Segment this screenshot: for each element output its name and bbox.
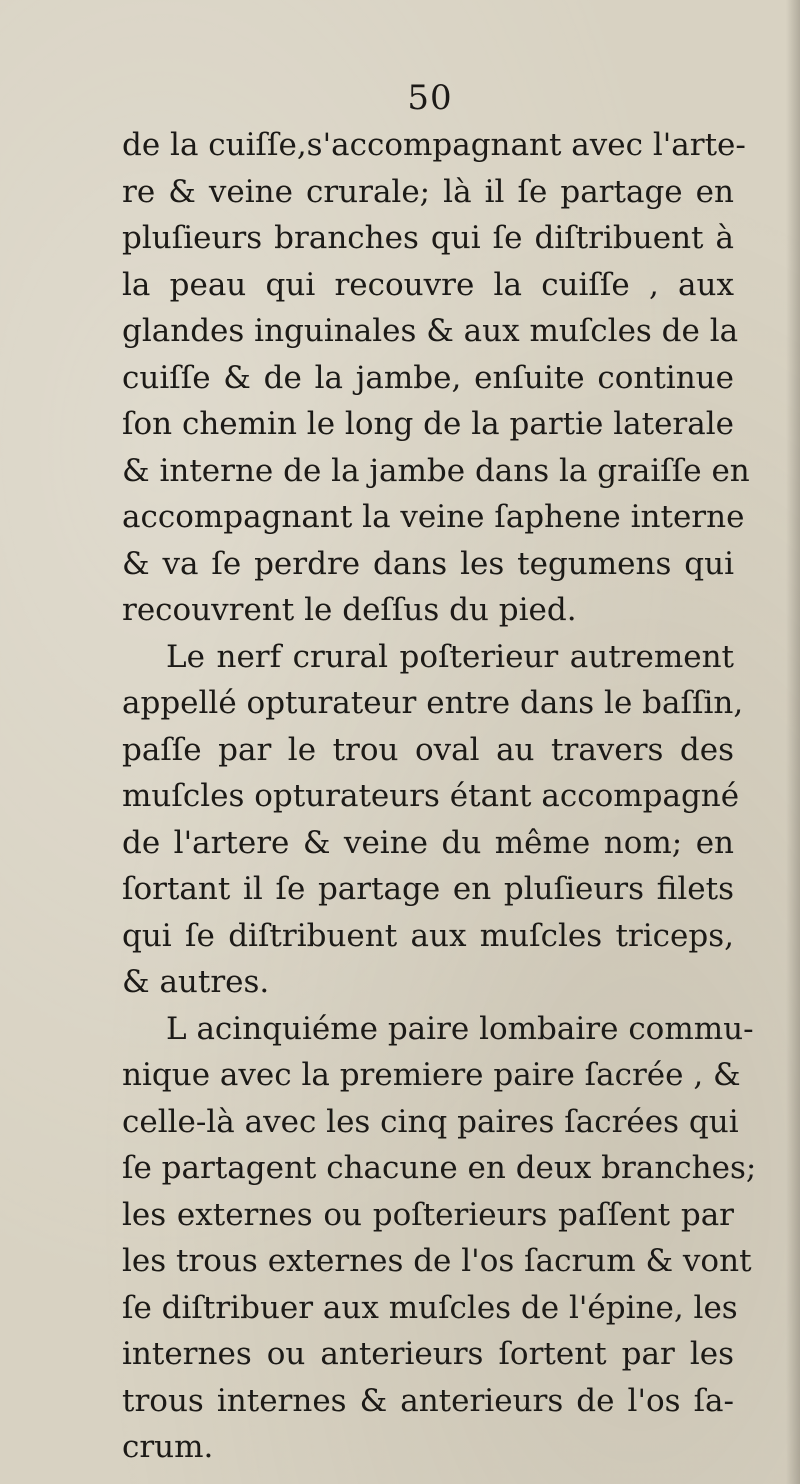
text-line: les externes ou poſterieurs paſſent par: [122, 1196, 734, 1233]
text-line: ſortant il ſe partage en pluſieurs filets: [122, 871, 734, 907]
text-line: & interne de la jambe dans la graiſſe en: [122, 452, 750, 489]
text-line: de la cuiſſe,s'accompagnant avec l'arte-: [122, 127, 746, 163]
text-line: cuiſſe & de la jambe, enſuite continue: [122, 359, 734, 396]
text-line: muſcles opturateurs étant accompagné: [122, 778, 740, 814]
text-line: ſe partagent chacune en deux branches;: [122, 1150, 757, 1186]
text-line: & autres.: [122, 964, 270, 1000]
text-line: nique avec la premiere paire ſacrée , &: [122, 1057, 741, 1093]
text-line: trous internes & anterieurs de l'os ſa-: [122, 1382, 734, 1419]
text-line: pluſieurs branches qui ſe diſtribuent à: [122, 220, 734, 256]
text-line: internes ou anterieurs ſortent par les: [122, 1336, 734, 1372]
text-line: recouvrent le deſſus du pied.: [122, 592, 577, 628]
text-line: glandes inguinales & aux muſcles de la: [122, 313, 739, 349]
text-line: celle-là avec les cinq paires ſacrées qui: [122, 1103, 739, 1140]
text-line: crum.: [122, 1429, 214, 1465]
text-line: Le nerf crural poſterieur autrement: [166, 638, 734, 675]
text-line: appellé opturateur entre dans le baſſin,: [122, 685, 744, 721]
text-line: & va ſe perdre dans les tegumens qui: [122, 545, 734, 582]
text-line: les trous externes de l'os ſacrum & vont: [122, 1243, 752, 1279]
text-line: re & veine crurale; là il ſe partage en: [122, 173, 734, 210]
text-line: la peau qui recouvre la cuiſſe , aux: [122, 266, 734, 303]
text-line: L acinquiéme paire lombaire commu-: [166, 1010, 754, 1047]
text-line: accompagnant la veine ſaphene interne: [122, 499, 745, 535]
text-line: ſon chemin le long de la partie laterale: [122, 406, 734, 442]
text-line: paſſe par le trou oval au travers des: [122, 731, 734, 768]
page-number: 50: [407, 78, 453, 118]
page-edge-shadow: [786, 0, 800, 1484]
text-line: qui ſe diſtribuent aux muſcles triceps,: [122, 917, 734, 954]
body-text: [122, 122, 757, 1471]
text-line: de l'artere & veine du même nom; en: [122, 824, 734, 861]
text-line: ſe diſtribuer aux muſcles de l'épine, les: [122, 1289, 738, 1326]
